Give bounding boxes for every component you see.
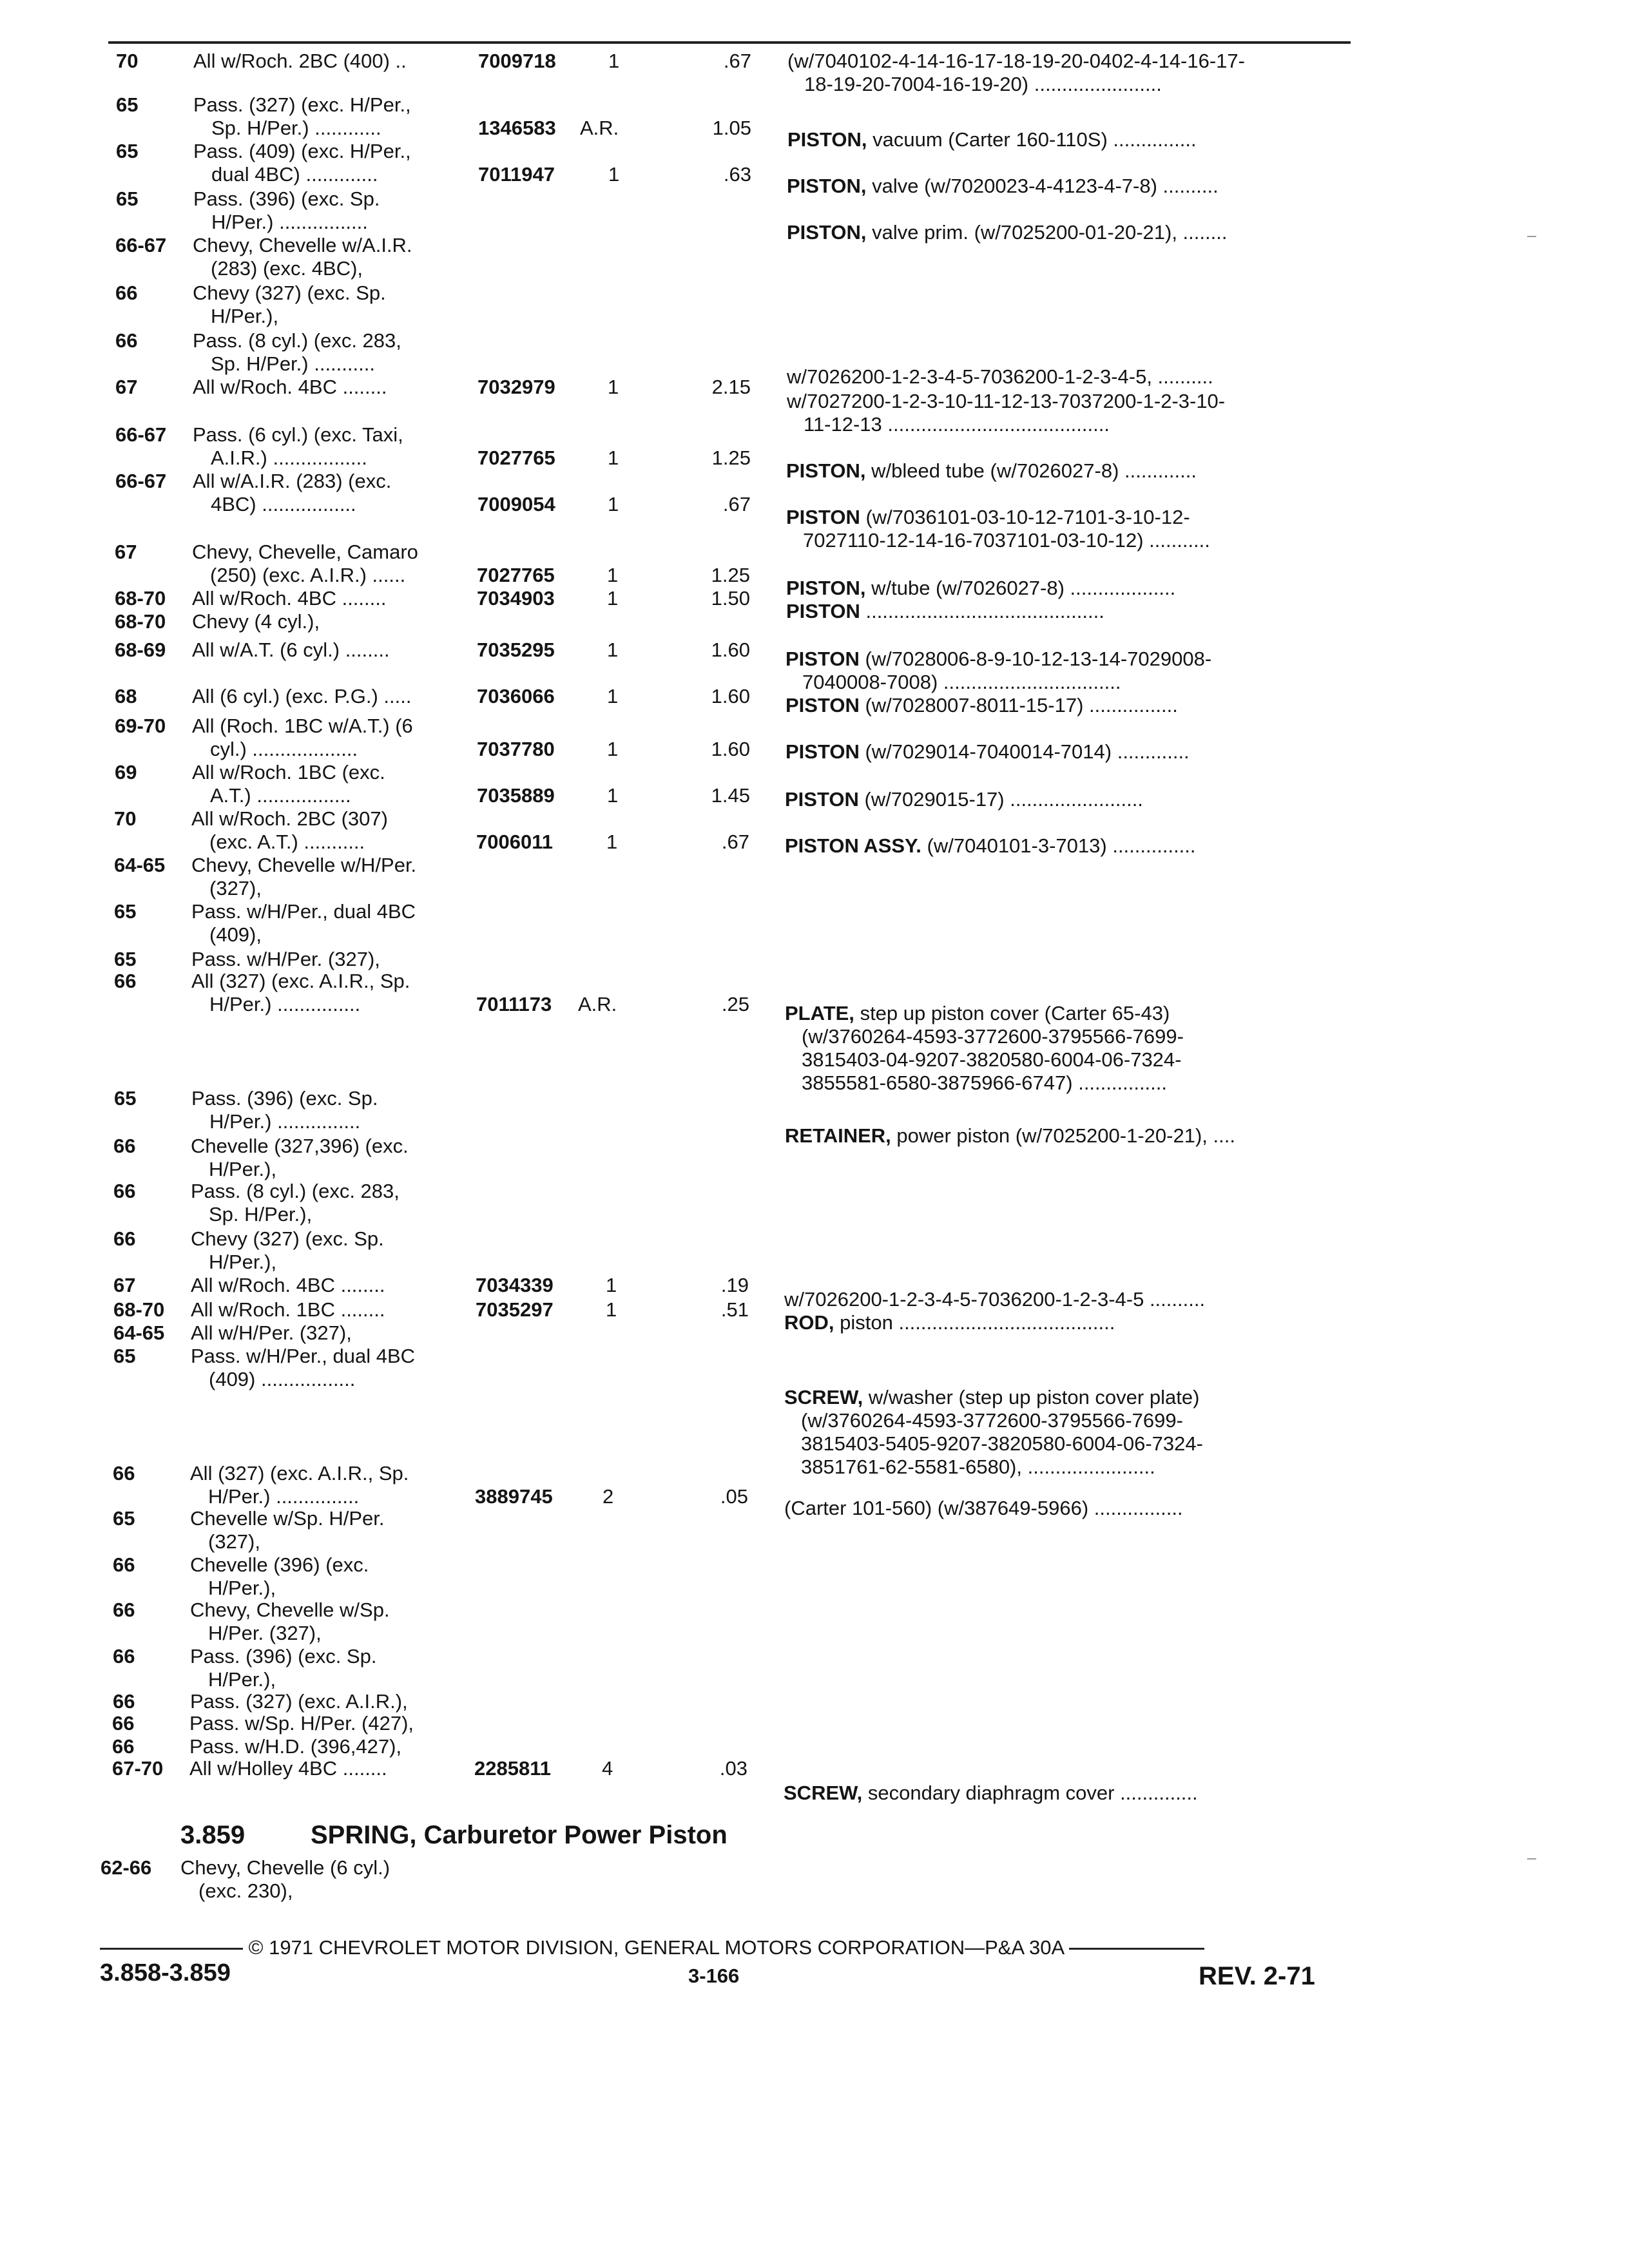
part-name: PISTON, — [787, 175, 867, 197]
part-name: RETAINER, — [785, 1124, 891, 1147]
application-text: All w/Roch. 2BC (307) — [191, 807, 388, 830]
year-range: 70 — [116, 50, 139, 72]
price: 1.25 — [711, 564, 750, 586]
description-text: (w/7028006-8-9-10-12-13-14-7029008- — [865, 648, 1212, 670]
application-text: Pass. (396) (exc. Sp. — [190, 1645, 377, 1667]
application-text: Chevy, Chevelle w/Sp. — [190, 1599, 390, 1621]
price: .25 — [721, 993, 749, 1015]
year-range: 67 — [115, 541, 137, 563]
application-text: All (6 cyl.) (exc. P.G.) ..... — [192, 685, 412, 707]
part-description — [785, 834, 1196, 858]
quantity: 4 — [602, 1757, 613, 1780]
footer-rule-right — [1069, 1948, 1204, 1950]
year-range: 65 — [114, 1087, 137, 1110]
application-text: Chevelle (396) (exc. — [190, 1553, 369, 1576]
part-number: 7006011 — [476, 831, 553, 853]
part-number: 3889745 — [475, 1485, 553, 1508]
description-text: 3855581-6580-3875966-6747) ................ — [802, 1072, 1168, 1094]
year-range: 70 — [114, 807, 137, 830]
quantity: 1 — [607, 587, 619, 610]
part-name: PLATE, — [785, 1002, 854, 1024]
application-text: All w/Roch. 4BC ........ — [193, 376, 387, 398]
description-text: w/washer (step up piston cover plate) — [868, 1386, 1200, 1408]
part-description — [801, 1432, 1203, 1456]
price: 1.50 — [711, 587, 750, 610]
application-text: H/Per.), — [211, 305, 279, 327]
description-text: 3815403-04-9207-3820580-6004-06-7324- — [802, 1048, 1182, 1071]
application-text: (409) ................. — [209, 1368, 356, 1390]
application-text: H/Per.), — [209, 1251, 277, 1273]
top-rule — [108, 41, 1351, 44]
application-text: Chevy, Chevelle w/A.I.R. — [193, 234, 412, 256]
part-description — [784, 1781, 1198, 1805]
part-description — [785, 787, 1143, 812]
year-range: 66 — [112, 1712, 135, 1735]
footer-page-number: 3-166 — [688, 1965, 740, 1987]
part-description — [787, 220, 1227, 245]
application-text: Pass. w/H.D. (396,427), — [189, 1735, 402, 1758]
year-range: 66 — [113, 1462, 135, 1485]
part-description — [802, 670, 1121, 695]
quantity: 1 — [607, 784, 619, 807]
quantity: 2 — [602, 1485, 614, 1508]
year-range: 66 — [113, 1690, 135, 1713]
application-text: (250) (exc. A.I.R.) ...... — [210, 564, 406, 586]
application-text: All w/Roch. 1BC ........ — [191, 1298, 385, 1321]
footer-copyright: © 1971 CHEVROLET MOTOR DIVISION, GENERAL MOTORS CORPORATION—P&A 30A — [248, 1936, 1064, 1959]
application-text: H/Per. (327), — [208, 1622, 322, 1644]
part-name: PISTON, — [787, 221, 867, 244]
price: .19 — [720, 1274, 749, 1296]
price: .63 — [723, 163, 751, 186]
quantity: 1 — [608, 376, 619, 398]
footer-copyright-line — [100, 1935, 1337, 1961]
quantity: 1 — [607, 639, 619, 661]
year-range: 68-69 — [115, 639, 166, 661]
application-text: 4BC) ................. — [211, 493, 356, 515]
application-text: H/Per.) ................ — [211, 211, 368, 233]
part-description — [786, 576, 1175, 601]
part-description — [802, 1048, 1181, 1072]
application-text: All w/Roch. 1BC (exc. — [192, 761, 385, 783]
description-text: 11-12-13 ........................................ — [804, 413, 1110, 436]
price: .03 — [719, 1757, 747, 1780]
application-text: A.I.R.) ................. — [211, 447, 367, 469]
application-text: All (327) (exc. A.I.R., Sp. — [191, 970, 410, 992]
description-text: (w/7028007-8011-15-17) ................ — [865, 694, 1178, 716]
description-text: (w/7029015-17) ........................ — [864, 788, 1143, 811]
application-text: Chevy, Chevelle (6 cyl.) — [180, 1856, 390, 1879]
part-description — [804, 412, 1110, 437]
part-name: PISTON, — [787, 128, 867, 151]
description-text: ........................................... — [865, 600, 1104, 622]
quantity: A.R. — [578, 993, 617, 1015]
part-description — [786, 505, 1190, 530]
application-text: (exc. 230), — [198, 1879, 293, 1902]
description-text: 3851761-62-5581-6580), ....................... — [801, 1456, 1155, 1478]
application-text: dual 4BC) ............. — [211, 163, 378, 186]
description-text: w/7027200-1-2-3-10-11-12-13-7037200-1-2-3-10- — [787, 390, 1226, 412]
year-range: 68-70 — [113, 1298, 165, 1321]
year-range: 68 — [115, 685, 137, 707]
year-range: 66 — [114, 970, 137, 992]
description-text: power piston (w/7025200-1-20-21), .... — [896, 1124, 1235, 1147]
part-description — [801, 1408, 1183, 1433]
year-range: 68-70 — [115, 610, 166, 633]
part-description — [786, 599, 1104, 624]
part-name: PISTON, — [786, 577, 866, 599]
quantity: 1 — [607, 564, 619, 586]
year-range: 66 — [113, 1553, 135, 1576]
application-text: cyl.) ................... — [210, 738, 358, 760]
part-number: 1346583 — [478, 117, 556, 139]
part-description — [786, 693, 1178, 718]
description-text: (w/7040101-3-7013) ............... — [927, 834, 1196, 857]
price: .05 — [720, 1485, 748, 1508]
part-description — [802, 1024, 1184, 1049]
year-range: 67 — [113, 1274, 136, 1296]
year-range: 69 — [115, 761, 137, 783]
price: .67 — [721, 831, 749, 853]
quantity: 1 — [608, 163, 620, 186]
year-range: 66-67 — [115, 234, 167, 256]
footer-rule-left — [100, 1948, 243, 1950]
description-text: (w/3760264-4593-3772600-3795566-7699- — [802, 1025, 1184, 1048]
application-text: H/Per.), — [208, 1668, 276, 1691]
application-text: H/Per.), — [209, 1158, 277, 1180]
part-description — [786, 459, 1197, 483]
application-text: Pass. (396) (exc. Sp. — [191, 1087, 378, 1110]
part-number: 7034903 — [477, 587, 555, 610]
year-range: 65 — [116, 93, 139, 116]
application-text: Pass. (327) (exc. H/Per., — [193, 93, 411, 116]
scan-mark — [1527, 236, 1536, 237]
application-text: A.T.) ................. — [210, 784, 351, 807]
application-text: Pass. w/H/Per., dual 4BC — [191, 900, 416, 923]
description-text: vacuum (Carter 160-110S) ............... — [872, 128, 1197, 151]
part-description — [786, 647, 1211, 671]
footer-section-range: 3.858-3.859 — [100, 1959, 231, 1986]
application-text: Pass. (327) (exc. A.I.R.), — [190, 1690, 408, 1713]
application-text: H/Per.) ............... — [209, 993, 361, 1015]
part-description — [803, 528, 1210, 553]
year-range: 66 — [112, 1735, 135, 1758]
part-number: 7035295 — [477, 639, 555, 661]
application-text: Chevy (4 cyl.), — [192, 610, 320, 633]
application-text: Pass. w/H/Per., dual 4BC — [191, 1345, 416, 1367]
description-text: w/7026200-1-2-3-4-5-7036200-1-2-3-4-5 .......... — [784, 1288, 1206, 1311]
year-range: 68-70 — [115, 587, 166, 610]
year-range: 64-65 — [113, 1321, 165, 1344]
year-range: 64-65 — [114, 854, 166, 876]
application-text: H/Per.) ............... — [209, 1110, 361, 1133]
part-description — [784, 1385, 1199, 1410]
application-text: (409), — [209, 923, 262, 946]
quantity: 1 — [608, 50, 620, 72]
year-range: 62-66 — [101, 1856, 152, 1879]
year-range: 66 — [113, 1599, 135, 1621]
application-text: (283) (exc. 4BC), — [211, 257, 363, 280]
application-text: All w/A.T. (6 cyl.) ........ — [192, 639, 390, 661]
application-text: Pass. (6 cyl.) (exc. Taxi, — [193, 423, 403, 446]
part-description — [787, 389, 1225, 414]
quantity: 1 — [607, 738, 619, 760]
year-range: 65 — [116, 140, 139, 162]
footer-revision: REV. 2-71 — [1199, 1962, 1315, 1990]
year-range: 67-70 — [112, 1757, 164, 1780]
part-name: PISTON — [786, 694, 860, 716]
application-text: (327), — [208, 1530, 260, 1553]
section-title: SPRING, Carburetor Power Piston — [311, 1821, 728, 1849]
application-text: Pass. w/H/Per. (327), — [191, 948, 380, 970]
part-description — [787, 128, 1197, 152]
year-range: 67 — [115, 376, 138, 398]
quantity: 1 — [606, 831, 618, 853]
year-range: 65 — [113, 1345, 136, 1367]
part-name: SCREW, — [784, 1386, 863, 1408]
part-number: 7027765 — [477, 564, 555, 586]
price: 1.25 — [711, 447, 751, 469]
part-description — [784, 1311, 1115, 1335]
part-name: SCREW, — [784, 1782, 863, 1804]
application-text: (327), — [209, 877, 262, 899]
part-number: 7027765 — [477, 447, 555, 469]
quantity: 1 — [608, 447, 619, 469]
part-number: 7009054 — [477, 493, 555, 515]
application-text: Pass. (8 cyl.) (exc. 283, — [191, 1180, 400, 1202]
part-number: 2285811 — [474, 1757, 551, 1780]
application-text: Sp. H/Per.) ............ — [211, 117, 381, 139]
year-range: 66 — [113, 1180, 136, 1202]
part-description — [787, 49, 1245, 73]
price: .67 — [723, 50, 751, 72]
year-range: 66 — [115, 329, 138, 352]
description-text: 18-19-20-7004-16-19-20) ....................... — [804, 73, 1162, 95]
application-text: Sp. H/Per.) ........... — [211, 352, 375, 375]
application-text: All w/Roch. 4BC ........ — [192, 587, 387, 610]
part-name: PISTON, — [786, 459, 866, 482]
part-name: PISTON ASSY. — [785, 834, 921, 857]
application-text: All w/Roch. 4BC ........ — [191, 1274, 385, 1296]
part-name: PISTON — [786, 740, 860, 763]
part-description — [801, 1455, 1155, 1479]
part-number: 7035889 — [477, 784, 555, 807]
part-description — [785, 1124, 1235, 1148]
application-text: H/Per.), — [208, 1577, 276, 1599]
part-description — [804, 72, 1162, 97]
description-text: w/tube (w/7026027-8) ................... — [871, 577, 1176, 599]
part-name: PISTON — [786, 506, 860, 528]
part-description — [785, 1001, 1170, 1026]
description-text: w/7026200-1-2-3-4-5-7036200-1-2-3-4-5, .......... — [787, 365, 1213, 388]
application-text: All w/Roch. 2BC (400) .. — [193, 50, 407, 72]
part-description — [786, 740, 1190, 764]
application-text: Chevy, Chevelle, Camaro — [192, 541, 418, 563]
quantity: 1 — [606, 1298, 617, 1321]
application-text: Sp. H/Per.), — [209, 1203, 313, 1225]
part-number: 7036066 — [477, 685, 555, 707]
price: 1.60 — [711, 738, 750, 760]
price: .51 — [720, 1298, 749, 1321]
application-text: All (Roch. 1BC w/A.T.) (6 — [192, 715, 413, 737]
part-description — [784, 1287, 1205, 1312]
price: 1.45 — [711, 784, 750, 807]
description-text: (Carter 101-560) (w/387649-5966) ................ — [784, 1497, 1183, 1519]
part-name: PISTON — [786, 648, 860, 670]
application-text: All w/H/Per. (327), — [191, 1321, 352, 1344]
application-text: Chevelle (327,396) (exc. — [191, 1135, 409, 1157]
part-number: 7037780 — [477, 738, 555, 760]
year-range: 65 — [113, 1507, 135, 1530]
part-name: PISTON — [786, 600, 860, 622]
year-range: 66-67 — [115, 423, 167, 446]
price: 1.60 — [711, 639, 750, 661]
year-range: 66-67 — [115, 470, 167, 492]
application-text: All w/A.I.R. (283) (exc. — [193, 470, 392, 492]
year-range: 65 — [114, 900, 137, 923]
description-text: valve (w/7020023-4-4123-4-7-8) .......... — [872, 175, 1219, 197]
application-text: H/Per.) ............... — [208, 1485, 360, 1508]
description-text: 7040008-7008) ................................ — [802, 671, 1121, 693]
part-name: ROD, — [784, 1311, 834, 1334]
description-text: piston ....................................... — [840, 1311, 1115, 1334]
description-text: (w/7040102-4-14-16-17-18-19-20-0402-4-14-16-17- — [787, 50, 1245, 72]
description-text: 7027110-12-14-16-7037101-03-10-12) ........... — [803, 529, 1210, 552]
price: 2.15 — [711, 376, 751, 398]
application-text: All (327) (exc. A.I.R., Sp. — [190, 1462, 409, 1485]
description-text: w/bleed tube (w/7026027-8) ............. — [871, 459, 1197, 482]
application-text: Chevy, Chevelle w/H/Per. — [191, 854, 417, 876]
description-text: (w/7036101-03-10-12-7101-3-10-12- — [865, 506, 1190, 528]
year-range: 65 — [116, 187, 139, 210]
application-text: All w/Holley 4BC ........ — [189, 1757, 387, 1780]
quantity: A.R. — [580, 117, 619, 139]
quantity: 1 — [608, 493, 619, 515]
part-number: 7035297 — [476, 1298, 554, 1321]
price: 1.05 — [712, 117, 751, 139]
part-description — [787, 365, 1213, 389]
price: .67 — [722, 493, 751, 515]
description-text: step up piston cover (Carter 65-43) — [860, 1002, 1170, 1024]
description-text: secondary diaphragm cover .............. — [867, 1782, 1198, 1804]
part-description — [787, 174, 1219, 198]
application-text: Pass. (396) (exc. Sp. — [193, 187, 380, 210]
application-text: Pass. (409) (exc. H/Per., — [193, 140, 411, 162]
year-range: 65 — [114, 948, 137, 970]
part-number: 7034339 — [476, 1274, 554, 1296]
price: 1.60 — [711, 685, 750, 707]
application-text: Pass. (8 cyl.) (exc. 283, — [193, 329, 401, 352]
part-number: 7032979 — [477, 376, 555, 398]
quantity: 1 — [606, 1274, 617, 1296]
description-text: (w/3760264-4593-3772600-3795566-7699- — [801, 1409, 1183, 1432]
part-description — [802, 1071, 1167, 1095]
scan-mark — [1527, 1858, 1536, 1860]
part-name: PISTON — [785, 788, 859, 811]
year-range: 69-70 — [115, 715, 166, 737]
part-number: 7011173 — [476, 993, 552, 1015]
year-range: 66 — [113, 1227, 136, 1250]
description-text: valve prim. (w/7025200-01-20-21), ........ — [872, 221, 1228, 244]
part-number: 7011947 — [478, 163, 555, 186]
description-text: 3815403-5405-9207-3820580-6004-06-7324- — [801, 1432, 1203, 1455]
application-text: Chevy (327) (exc. Sp. — [191, 1227, 384, 1250]
part-description — [784, 1496, 1183, 1521]
quantity: 1 — [607, 685, 619, 707]
year-range: 66 — [113, 1135, 136, 1157]
application-text: Pass. w/Sp. H/Per. (427), — [189, 1712, 414, 1735]
year-range: 66 — [113, 1645, 135, 1667]
section-number: 3.859 — [180, 1821, 246, 1849]
application-text: Chevelle w/Sp. H/Per. — [190, 1507, 385, 1530]
part-number: 7009718 — [478, 50, 556, 72]
application-text: (exc. A.T.) ........... — [209, 831, 365, 853]
description-text: (w/7029014-7040014-7014) ............. — [865, 740, 1190, 763]
year-range: 66 — [115, 282, 138, 304]
application-text: Chevy (327) (exc. Sp. — [193, 282, 386, 304]
